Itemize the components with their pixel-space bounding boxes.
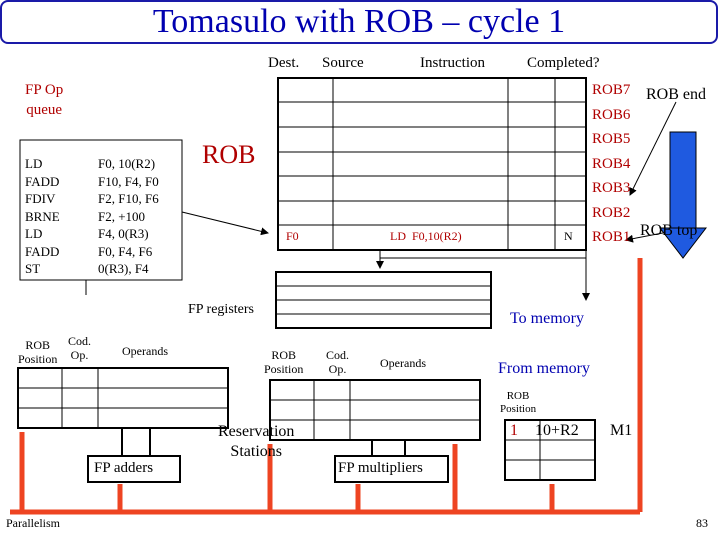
queue-op: ST bbox=[25, 261, 41, 276]
page-number: 83 bbox=[696, 516, 708, 530]
rob-table bbox=[278, 78, 586, 250]
mem-rob-position-header: ROB Position bbox=[500, 390, 537, 415]
queue-op: FADD bbox=[25, 173, 60, 189]
rob-row-4: ROB4 bbox=[592, 156, 631, 172]
fp-multipliers-label: FP multipliers bbox=[338, 460, 423, 476]
slide-title: Tomasulo with ROB – cycle 1 bbox=[0, 0, 718, 44]
queue-ops bbox=[25, 155, 60, 278]
rs-right-rob-position: ROB Position bbox=[264, 348, 304, 376]
mem-rob-entry: 1 bbox=[510, 422, 518, 439]
queue-arg: F2, +100 bbox=[98, 208, 146, 224]
queue-op: LD bbox=[25, 226, 43, 241]
queue-op: FADD bbox=[25, 243, 60, 259]
rs-right-operands: Operands bbox=[380, 356, 426, 370]
footer-parallelism: Parallelism bbox=[6, 516, 60, 530]
rob-dest-header: Dest. bbox=[268, 55, 300, 71]
queue-arg: F0, F4, F6 bbox=[98, 243, 153, 259]
rob-source-header: Source bbox=[322, 55, 364, 71]
rob1-instruction: LD F0,10(R2) bbox=[390, 229, 462, 243]
rs-left-operands: Operands bbox=[122, 344, 168, 358]
rob-label: ROB bbox=[202, 140, 256, 169]
queue-arg: F4, 0(R3) bbox=[98, 226, 149, 241]
rob-row-7: ROB7 bbox=[592, 82, 631, 98]
fp-adders-label: FP adders bbox=[94, 460, 154, 476]
rob-row-1: ROB1 bbox=[592, 229, 631, 245]
rob-row-3: ROB3 bbox=[592, 180, 631, 196]
queue-op: LD bbox=[25, 156, 43, 171]
queue-op: FDIV bbox=[25, 191, 56, 206]
fp-registers-label: FP registers bbox=[188, 302, 254, 317]
queue-arg: F0, 10(R2) bbox=[98, 156, 156, 171]
rs-left-cod-op: Cod. Op. bbox=[68, 334, 92, 362]
rs-left-rob-position: ROB Position bbox=[18, 338, 58, 366]
mem-address: 10+R2 bbox=[535, 422, 579, 439]
rob-row-2: ROB2 bbox=[592, 205, 631, 221]
queue-arg: F10, F4, F0 bbox=[98, 173, 159, 189]
rs-right-cod-op: Cod. Op. bbox=[326, 348, 350, 376]
to-memory-label: To memory bbox=[510, 310, 584, 327]
fp-registers-table bbox=[276, 272, 491, 328]
m1-label: M1 bbox=[610, 422, 633, 439]
rs-right-table bbox=[270, 380, 480, 440]
rs-left-table bbox=[18, 368, 228, 428]
rob1-dest: F0 bbox=[286, 229, 299, 243]
rob-top-label: ROB top bbox=[640, 222, 698, 239]
rob-row-5: ROB5 bbox=[592, 131, 631, 147]
rob-row-6: ROB6 bbox=[592, 107, 631, 123]
queue-args bbox=[98, 155, 159, 278]
from-memory-label: From memory bbox=[498, 360, 590, 377]
rob-completed-header: Completed? bbox=[527, 55, 600, 71]
rob1-completed: N bbox=[564, 229, 573, 243]
rob-end-label: ROB end bbox=[646, 86, 706, 103]
queue-op: BRNE bbox=[25, 208, 60, 224]
queue-arg: F2, F10, F6 bbox=[98, 191, 159, 206]
reservation-stations-label: Reservation Stations bbox=[218, 423, 295, 460]
rob-instruction-header: Instruction bbox=[420, 55, 485, 71]
queue-arg: 0(R3), F4 bbox=[98, 261, 149, 276]
fp-op-queue-label: FP Op queue bbox=[25, 82, 64, 118]
